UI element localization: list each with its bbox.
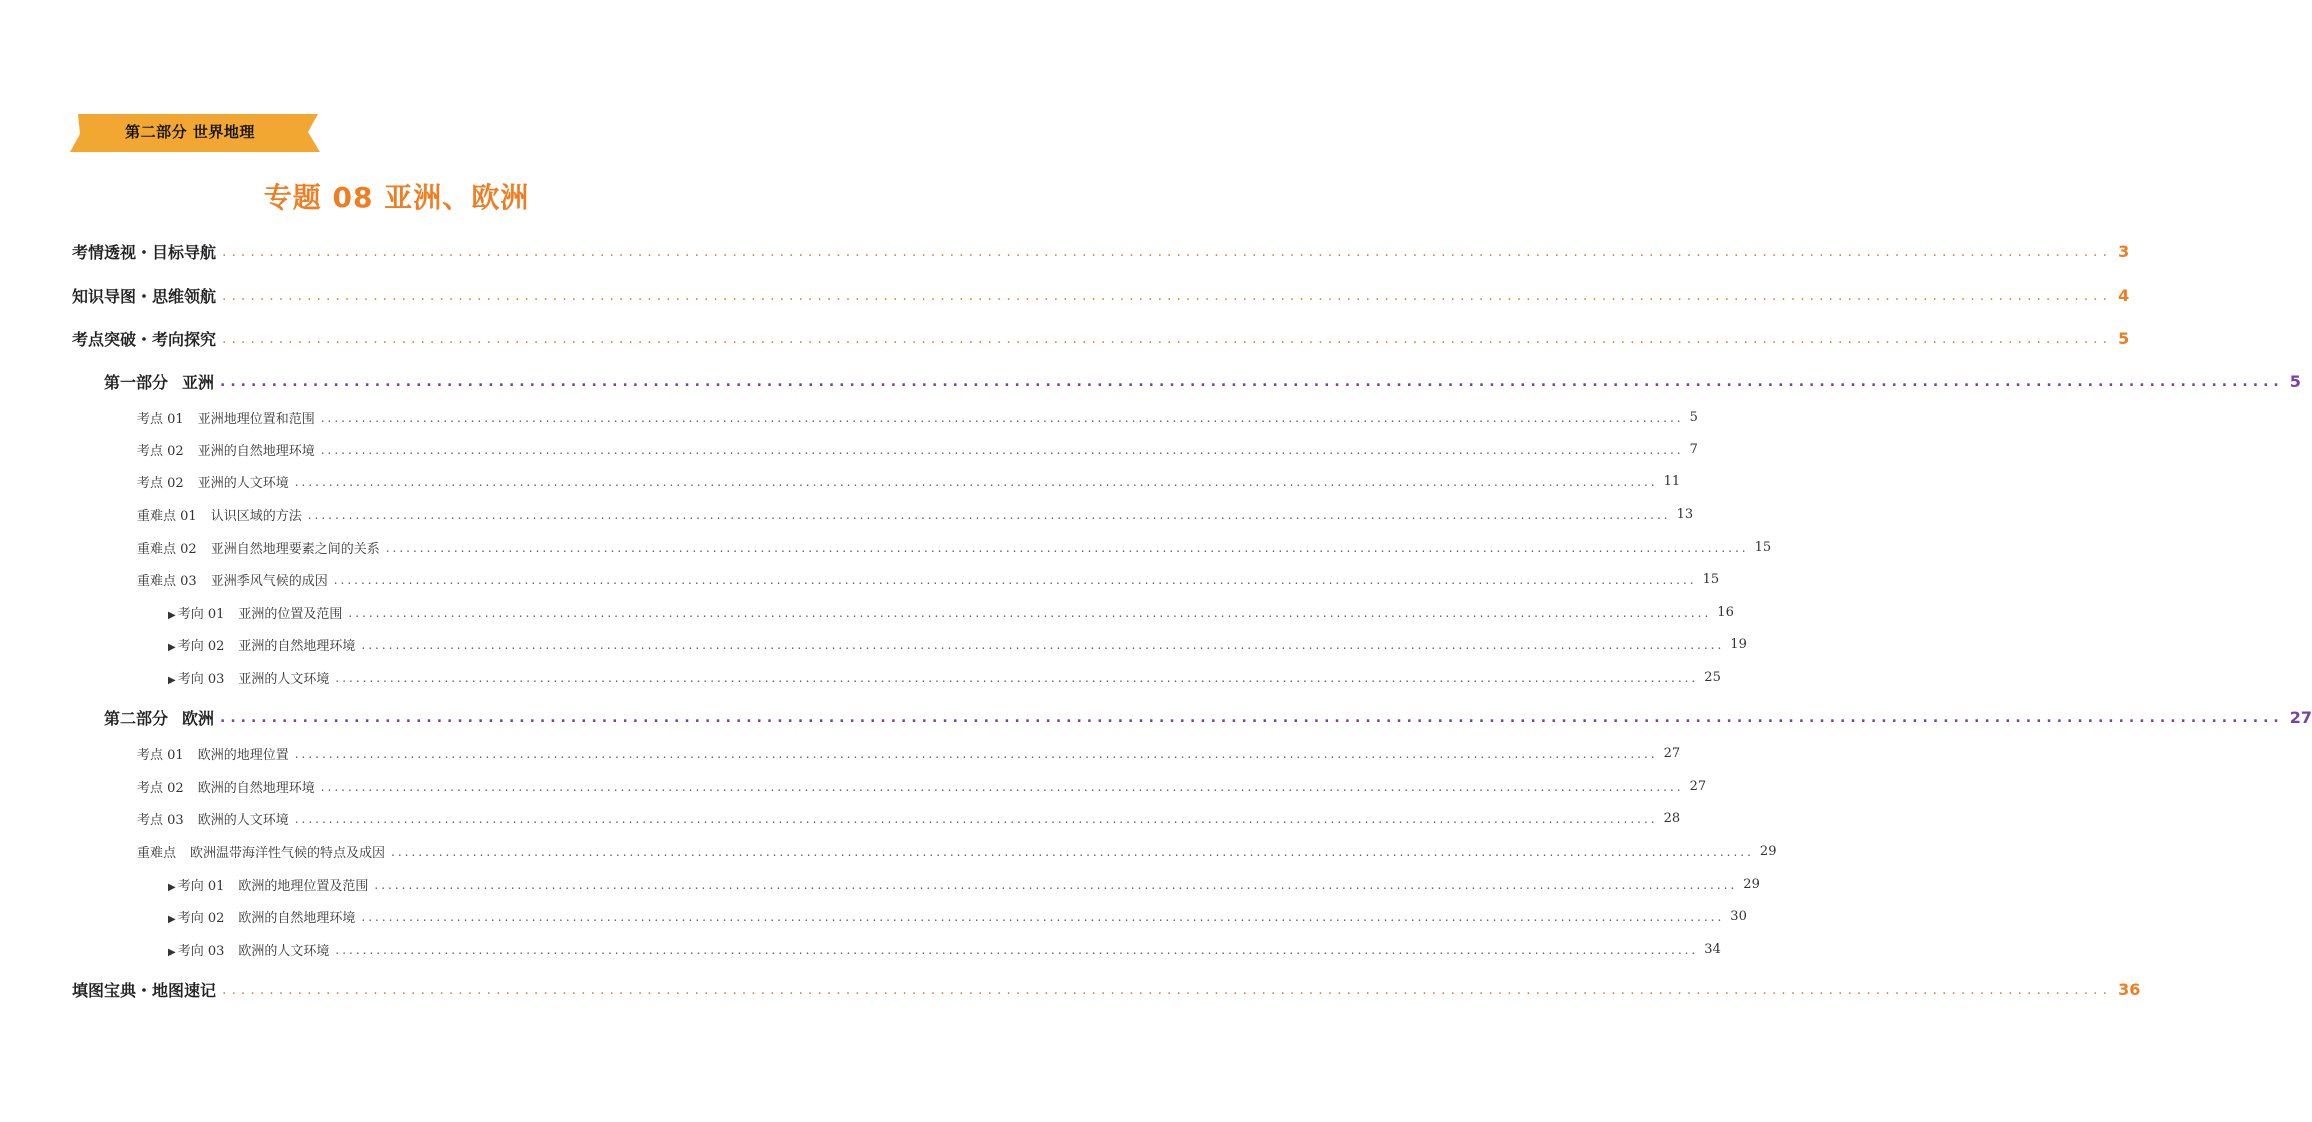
triangle-bullet-icon: ▶ — [168, 882, 176, 893]
toc-entry-prefix: 重难点 — [137, 846, 177, 861]
toc-page-number: 36 — [2118, 980, 2141, 999]
toc-entry[interactable] — [72, 327, 2130, 350]
triangle-bullet-icon: ▶ — [168, 947, 176, 958]
toc-page-number: 34 — [1704, 942, 1721, 957]
toc-entry-title: 填图宝典・地图速记 — [72, 981, 217, 1000]
toc-entry[interactable] — [72, 240, 2130, 263]
toc-entry-prefix: 重难点 03 — [137, 574, 197, 589]
toc-entry-label — [72, 327, 216, 350]
toc-entry-label — [72, 978, 216, 1001]
toc-entry-prefix: 考点 01 — [137, 748, 184, 763]
toc-entry-title: 知识导图・思维领航 — [72, 287, 217, 306]
toc-page-number: 19 — [1730, 637, 1747, 652]
toc-entry-prefix: 重难点 02 — [137, 542, 197, 557]
toc-entry-prefix: 第二部分 — [104, 709, 169, 728]
toc-entry-title: 欧洲的地理位置及范围 — [238, 879, 369, 894]
dot-leader: ........................................................................................................................................................................................................ — [391, 844, 1754, 859]
toc-entry-label — [137, 570, 328, 589]
toc-entry-label — [168, 635, 355, 654]
dot-leader: ........................................................................................................................................................................................................ — [294, 746, 1658, 761]
toc-entry[interactable] — [72, 978, 2141, 1001]
toc-entry-title: 亚洲季风气候的成因 — [210, 574, 328, 589]
toc-entry[interactable] — [72, 284, 2130, 307]
toc-entry-title: 亚洲的自然地理环境 — [197, 444, 315, 459]
dot-leader: ........................................................................................................................................................................................................ — [294, 474, 1658, 489]
dot-leader: ........................................................................................................................................................................................................ — [220, 373, 2284, 390]
toc-entry-label — [137, 538, 380, 557]
triangle-bullet-icon: ▶ — [168, 610, 176, 621]
dot-leader: ........................................................................................................................................................................................................ — [333, 572, 1697, 587]
toc-page-number: 5 — [2118, 329, 2130, 348]
toc-entry[interactable] — [137, 538, 1772, 557]
dot-leader: ........................................................................................................................................................................................................ — [222, 287, 2113, 304]
dot-leader: ........................................................................................................................................................................................................ — [385, 540, 1749, 555]
toc-entry[interactable] — [168, 635, 1747, 654]
banner-label: 第二部分 世界地理 — [125, 123, 255, 141]
dot-leader: ........................................................................................................................................................................................................ — [361, 637, 1725, 652]
toc-page-number: 5 — [2289, 372, 2301, 391]
toc-entry-prefix: 考向 03 — [177, 944, 225, 959]
toc-page-number: 13 — [1676, 507, 1694, 522]
toc-entry-title: 亚洲 — [182, 373, 215, 392]
triangle-bullet-icon: ▶ — [168, 642, 176, 653]
toc-page-number: 7 — [1689, 442, 1698, 457]
toc-entry-label — [137, 842, 385, 861]
toc-entry-title: 欧洲的人文环境 — [238, 944, 330, 959]
toc-entry-title: 亚洲的人文环境 — [238, 672, 330, 687]
toc-entry-label — [168, 668, 329, 687]
toc-page-number: 4 — [2118, 286, 2130, 305]
toc-entry-label — [168, 603, 342, 622]
toc-entry[interactable] — [168, 907, 1747, 926]
dot-leader: ........................................................................................................................................................................................................ — [222, 243, 2113, 260]
toc-entry-label — [72, 284, 216, 307]
toc-entry-prefix: 考点 02 — [137, 444, 184, 459]
page-title: 专题 08 亚洲、欧洲 — [263, 181, 530, 214]
toc-entry[interactable] — [168, 940, 1721, 959]
toc-entry-prefix: 考向 02 — [177, 911, 225, 926]
toc-entry-label — [137, 809, 289, 828]
toc-entry-label — [137, 440, 315, 459]
dot-leader: ........................................................................................................................................................................................................ — [320, 779, 1684, 794]
toc-entry-title: 欧洲的自然地理环境 — [238, 911, 356, 926]
toc-entry-prefix: 考向 03 — [177, 672, 225, 687]
toc-entry-prefix: 第一部分 — [104, 373, 169, 392]
toc-page-number: 27 — [1689, 779, 1707, 794]
toc-entry-title: 亚洲自然地理要素之间的关系 — [210, 542, 380, 557]
section-banner — [68, 112, 326, 154]
dot-leader: ........................................................................................................................................................................................................ — [348, 605, 1712, 620]
triangle-bullet-icon: ▶ — [168, 675, 176, 686]
toc-entry-prefix: 考点 03 — [137, 813, 184, 828]
toc-page-number: 28 — [1663, 811, 1681, 826]
toc-entry[interactable] — [137, 744, 1681, 763]
toc-entry[interactable] — [137, 809, 1681, 828]
toc-entry-label — [137, 777, 315, 796]
toc-entry-title: 欧洲的自然地理环境 — [197, 781, 315, 796]
dot-leader: ........................................................................................................................................................................................................ — [307, 507, 1671, 522]
toc-entry-title: 考点突破・考向探究 — [72, 330, 217, 349]
toc-page-number: 16 — [1717, 605, 1734, 620]
toc-entry[interactable] — [168, 603, 1734, 622]
toc-entry-title: 亚洲的位置及范围 — [238, 607, 343, 622]
toc-page-number: 15 — [1702, 572, 1720, 587]
toc-entry-prefix: 考点 01 — [137, 412, 184, 427]
toc-page-number: 27 — [2289, 708, 2312, 727]
toc-page-number: 29 — [1743, 877, 1760, 892]
toc-entry-label — [168, 875, 368, 894]
toc-entry-prefix: 考点 02 — [137, 476, 184, 491]
toc-entry[interactable] — [168, 875, 1760, 894]
toc-entry-label — [104, 370, 214, 393]
toc-entry-label — [104, 706, 214, 729]
toc-entry-title: 亚洲的人文环境 — [197, 476, 289, 491]
toc-entry[interactable] — [104, 370, 2301, 393]
toc-entry-label — [72, 240, 216, 263]
toc-entry-label — [168, 907, 355, 926]
toc-entry-title: 认识区域的方法 — [210, 509, 302, 524]
dot-leader: ........................................................................................................................................................................................................ — [294, 811, 1658, 826]
toc-entry-prefix: 考向 02 — [177, 639, 225, 654]
toc-entry-prefix: 考向 01 — [177, 879, 225, 894]
toc-page-number: 11 — [1663, 474, 1681, 489]
toc-page-number: 29 — [1759, 844, 1777, 859]
dot-leader: ........................................................................................................................................................................................................ — [222, 330, 2113, 347]
toc-entry-title: 欧洲的人文环境 — [197, 813, 289, 828]
dot-leader: ........................................................................................................................................................................................................ — [320, 442, 1684, 457]
toc-entry-label — [137, 505, 302, 524]
toc-entry[interactable] — [137, 842, 1777, 861]
toc-page-number: 15 — [1754, 540, 1772, 555]
toc-entry-title: 欧洲 — [182, 709, 215, 728]
triangle-bullet-icon: ▶ — [168, 914, 176, 925]
toc-entry[interactable] — [168, 668, 1721, 687]
dot-leader: ........................................................................................................................................................................................................ — [320, 410, 1684, 425]
toc-entry[interactable] — [137, 408, 1698, 427]
toc-entry[interactable] — [137, 777, 1707, 796]
toc-entry-title: 亚洲的自然地理环境 — [238, 639, 356, 654]
toc-page-number: 3 — [2118, 242, 2130, 261]
toc-entry-prefix: 重难点 01 — [137, 509, 197, 524]
toc-entry[interactable] — [137, 472, 1681, 491]
toc-entry-label — [137, 472, 289, 491]
toc-entry[interactable] — [137, 505, 1694, 524]
toc-entry-label — [137, 408, 315, 427]
dot-leader: ........................................................................................................................................................................................................ — [222, 981, 2113, 998]
toc-page-number: 5 — [1689, 410, 1698, 425]
dot-leader: ........................................................................................................................................................................................................ — [374, 877, 1738, 892]
toc-entry-title: 欧洲的地理位置 — [197, 748, 289, 763]
toc-entry[interactable] — [137, 570, 1720, 589]
dot-leader: ........................................................................................................................................................................................................ — [361, 909, 1725, 924]
toc-entry-title: 欧洲温带海洋性气候的特点及成因 — [190, 846, 386, 861]
toc-entry[interactable] — [104, 706, 2312, 729]
toc-entry-title: 考情透视・目标导航 — [72, 243, 217, 262]
toc-entry-prefix: 考向 01 — [177, 607, 225, 622]
toc-page-number: 30 — [1730, 909, 1747, 924]
toc-entry-label — [168, 940, 329, 959]
toc-page-number: 25 — [1704, 670, 1721, 685]
toc-entry[interactable] — [137, 440, 1698, 459]
dot-leader: ........................................................................................................................................................................................................ — [335, 670, 1699, 685]
dot-leader: ........................................................................................................................................................................................................ — [335, 942, 1699, 957]
toc-entry-title: 亚洲地理位置和范围 — [197, 412, 315, 427]
dot-leader: ........................................................................................................................................................................................................ — [220, 709, 2284, 726]
toc-entry-prefix: 考点 02 — [137, 781, 184, 796]
toc-page-number: 27 — [1663, 746, 1681, 761]
toc-entry-label — [137, 744, 289, 763]
